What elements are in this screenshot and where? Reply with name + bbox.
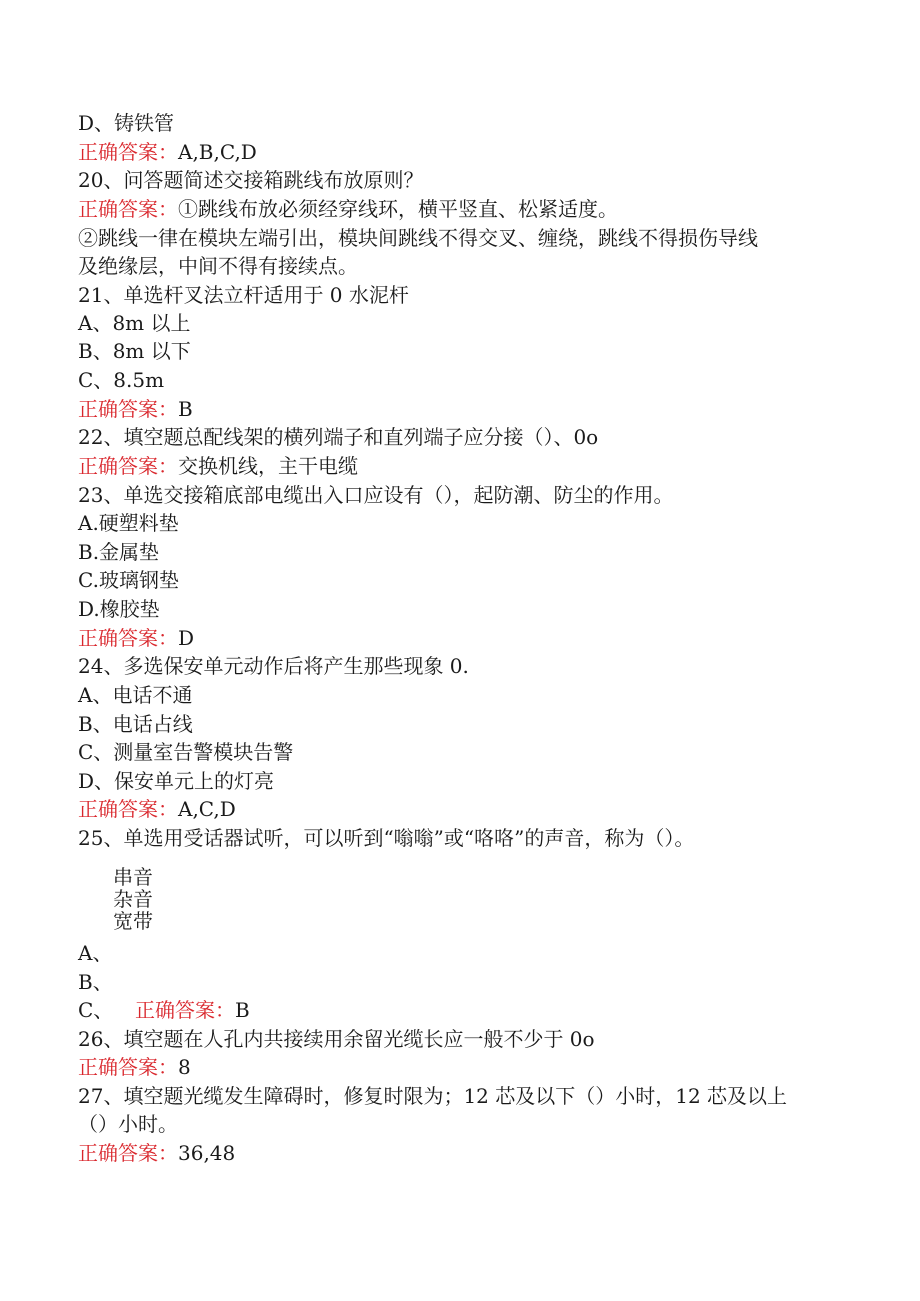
answer-label: 正确答案： [135, 998, 235, 1022]
answer-q22 [78, 452, 358, 480]
answer-value: ①跳线布放必须经穿线环，横平竖直、松紧适度。 [178, 197, 618, 221]
answer-q25 [135, 996, 250, 1024]
option-c-q21: C、8.5m [78, 368, 165, 392]
answer-q23 [78, 624, 194, 652]
question-25: 25、单选用受话器试听，可以听到“嗡嗡”或“咯咯”的声音，称为（）。 [78, 826, 695, 850]
answer-value: B [235, 998, 250, 1022]
option-c-q24: C、测量室告警模块告警 [78, 740, 294, 764]
option-a-q21: A、8m 以上 [78, 311, 191, 335]
question-27: 27、填空题光缆发生障碍时，修复时限为；12 芯及以下（）小时，12 芯及以上 [78, 1084, 788, 1108]
answer-value: A,B,C,D [178, 140, 257, 164]
question-23: 23、单选交接箱底部电缆出入口应设有（），起防潮、防尘的作用。 [78, 483, 674, 507]
answer-value: B [178, 397, 193, 421]
answer-label: 正确答案： [78, 397, 178, 421]
question-24: 24、多选保安单元动作后将产生那些现象 0. [78, 654, 469, 678]
answer-value: 36,48 [178, 1141, 236, 1165]
question-22: 22、填空题总配线架的横列端子和直列端子应分接（）、0o [78, 425, 599, 449]
question-20: 20、问答题简述交接箱跳线布放原则？ [78, 168, 424, 192]
option-b-q24: B、电话占线 [78, 712, 193, 736]
option-c-q25: C、 [78, 998, 114, 1022]
option-text-2-q25: 杂音 [113, 887, 153, 911]
answer-label: 正确答案： [78, 797, 178, 821]
answer-label: 正确答案： [78, 197, 178, 221]
answer-q26 [78, 1053, 191, 1081]
answer-label: 正确答案： [78, 626, 178, 650]
option-text-1-q25: 串音 [113, 865, 153, 889]
option-b-q25: B、 [78, 970, 113, 994]
answer-label: 正确答案： [78, 1055, 178, 1079]
answer-q20-cont-1: ②跳线一律在模块左端引出，模块间跳线不得交叉、缠绕，跳线不得损伤导线 [78, 226, 758, 250]
answer-q20 [78, 195, 618, 223]
answer-value: D [178, 626, 195, 650]
answer-q19 [78, 138, 257, 166]
answer-label: 正确答案： [78, 1141, 178, 1165]
option-a-q24: A、电话不通 [78, 683, 193, 707]
answer-label: 正确答案： [78, 140, 178, 164]
answer-q21 [78, 395, 193, 423]
answer-q27 [78, 1139, 235, 1167]
option-b-q23: B.金属垫 [78, 540, 160, 564]
option-a-q25: A、 [78, 941, 113, 965]
answer-q24 [78, 795, 236, 823]
answer-q20-cont-2: 及绝缘层，中间不得有接续点。 [78, 254, 358, 278]
answer-value: 交换机线，主干电缆 [178, 454, 358, 478]
option-d-q19: D、铸铁管 [78, 111, 175, 135]
answer-value: A,C,D [178, 797, 236, 821]
option-c-q23: C.玻璃钢垫 [78, 568, 179, 592]
answer-value: 8 [178, 1055, 191, 1079]
question-21: 21、单选杆叉法立杆适用于 0 水泥杆 [78, 283, 409, 307]
option-d-q23: D.橡胶垫 [78, 597, 160, 621]
question-27-cont: （）小时。 [78, 1112, 178, 1136]
option-d-q24: D、保安单元上的灯亮 [78, 769, 275, 793]
option-a-q23: A.硬塑料垫 [78, 511, 179, 535]
answer-label: 正确答案： [78, 454, 178, 478]
option-b-q21: B、8m 以下 [78, 339, 191, 363]
question-26: 26、填空题在人孔内共接续用余留光缆长应一般不少于 0o [78, 1027, 595, 1051]
option-text-3-q25: 宽带 [113, 909, 153, 933]
